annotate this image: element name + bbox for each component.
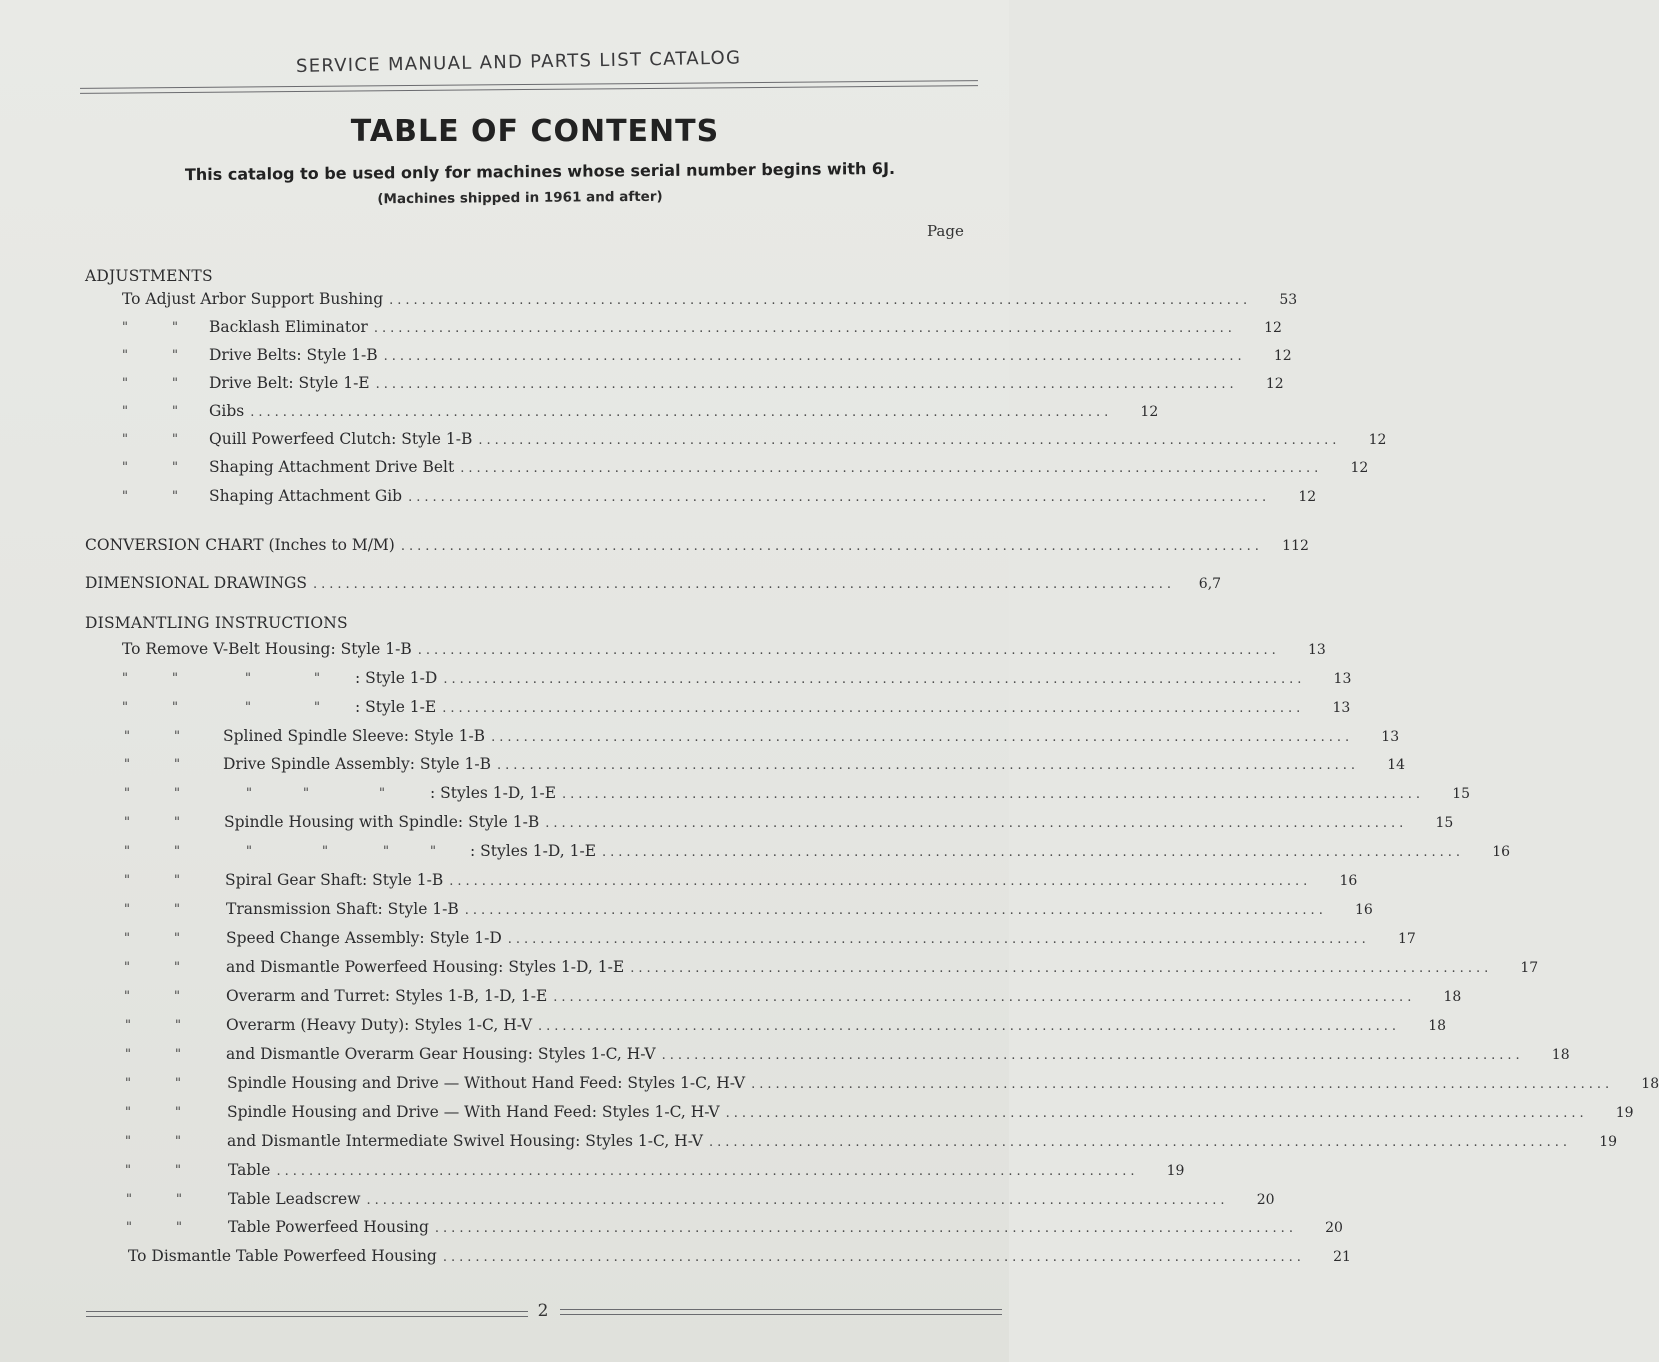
toc-page-number: 53 (1279, 292, 1298, 308)
toc-entry (209, 458, 1369, 480)
ditto-mark: " (124, 989, 130, 1004)
toc-page-number: 19 (1599, 1134, 1618, 1150)
toc-page-number: 17 (1520, 960, 1539, 976)
toc-entry (227, 1132, 1618, 1154)
toc-entry (226, 958, 1539, 980)
leader-dots: .......................................................................................................... (497, 758, 1360, 773)
ditto-mark: " (125, 1105, 131, 1120)
toc-page-number: 19 (1166, 1163, 1185, 1179)
ditto-mark: " (175, 1163, 181, 1178)
section-conversion: CONVERSION CHART (Inches to M/M) (85, 536, 395, 554)
toc-entry (430, 784, 1471, 806)
ditto-mark: " (125, 1076, 131, 1091)
ditto-mark: " (314, 700, 320, 715)
toc-entry (128, 1247, 1351, 1269)
leader-dots: .......................................................................................................... (661, 1048, 1524, 1063)
toc-label: To Remove V-Belt Housing: Style 1-B (122, 640, 412, 658)
toc-page-number: 16 (1355, 902, 1373, 918)
leader-dots: .......................................................................................................... (442, 701, 1305, 716)
toc-page-number: 17 (1397, 931, 1416, 947)
toc-label: Overarm and Turret: Styles 1-B, 1-D, 1-E (226, 987, 548, 1005)
toc-entry (209, 374, 1284, 396)
toc-entry (226, 1016, 1447, 1038)
ditto-mark: " (246, 786, 252, 801)
toc-label: : Styles 1-D, 1-E (470, 842, 597, 860)
leader-dots: .......................................................................................................... (449, 874, 1312, 889)
toc-label: Shaping Attachment Gib (209, 487, 403, 505)
ditto-mark: " (172, 376, 178, 391)
toc-label: Spindle Housing and Drive — With Hand Feed: Styles 1-C, H-V (227, 1103, 720, 1121)
toc-label: Spindle Housing and Drive — Without Hand Feed: Styles 1-C, H-V (227, 1074, 746, 1092)
ditto-mark: " (172, 320, 178, 335)
ditto-mark: " (172, 348, 178, 363)
toc-label: Table (228, 1161, 271, 1179)
toc-page-number: 12 (1350, 460, 1369, 476)
leader-dots: .......................................................................................................... (491, 730, 1354, 745)
toc-label: Drive Spindle Assembly: Style 1-B (223, 755, 492, 773)
toc-page-number: 18 (1428, 1018, 1447, 1034)
ditto-mark: " (122, 460, 128, 475)
ditto-mark: " (246, 844, 252, 859)
ditto-mark: " (126, 1192, 132, 1207)
leader-dots: .......................................................................................................... (417, 643, 1280, 658)
ditto-mark: " (122, 320, 128, 335)
toc-entry-dimensional (85, 574, 1222, 596)
ditto-mark: " (124, 729, 130, 744)
ditto-mark: " (125, 1018, 131, 1033)
toc-page-number: 12 (1273, 348, 1292, 364)
ditto-mark: " (174, 931, 180, 946)
ditto-mark: " (383, 844, 389, 859)
ditto-mark: " (314, 671, 320, 686)
ditto-mark: " (174, 873, 180, 888)
leader-dots: .......................................................................................................... (375, 377, 1238, 392)
page-number: 2 (537, 1301, 549, 1321)
ditto-mark: " (124, 931, 130, 946)
footer-rule-right (560, 1309, 1002, 1315)
toc-label: Shaping Attachment Drive Belt (209, 458, 455, 476)
toc-page-number: 19 (1615, 1105, 1634, 1121)
toc-label: Gibs (209, 402, 245, 420)
ditto-mark: " (174, 786, 180, 801)
ditto-mark: " (125, 1047, 131, 1062)
ditto-mark: " (122, 348, 128, 363)
toc-label: Speed Change Assembly: Style 1-D (226, 929, 502, 947)
toc-page-number: 13 (1381, 729, 1400, 745)
catalog-subtitle: This catalog to be used only for machines whose serial number begins with 6J. (184, 158, 896, 185)
leader-dots: .......................................................................................................... (313, 577, 1176, 592)
toc-page-number: 13 (1333, 671, 1352, 687)
ditto-mark: " (122, 376, 128, 391)
leader-dots: .......................................................................................................... (276, 1164, 1139, 1179)
toc-page-number: 16 (1492, 844, 1511, 860)
toc-label: Quill Powerfeed Clutch: Style 1-B (209, 430, 473, 448)
toc-page-number: 16 (1339, 873, 1358, 889)
toc-label: Spindle Housing with Spindle: Style 1-B (224, 813, 540, 831)
ditto-mark: " (174, 815, 180, 830)
leader-dots: .......................................................................................................... (562, 787, 1425, 802)
toc-page-number: 18 (1443, 989, 1462, 1005)
toc-page-number: 13 (1307, 642, 1326, 658)
leader-dots: .......................................................................................................... (443, 672, 1306, 687)
leader-dots: .......................................................................................................... (408, 490, 1271, 505)
ditto-mark: " (430, 844, 436, 859)
leader-dots: .......................................................................................................... (538, 1019, 1401, 1034)
leader-dots: .......................................................................................................... (478, 433, 1341, 448)
leader-dots: .......................................................................................................... (709, 1135, 1572, 1150)
ditto-mark: " (174, 960, 180, 975)
ditto-mark: " (124, 786, 130, 801)
section-dimensional: DIMENSIONAL DRAWINGS (85, 574, 308, 592)
ditto-mark: " (124, 902, 130, 917)
ditto-mark: " (322, 844, 328, 859)
toc-entry (225, 871, 1358, 893)
toc-page-number: 20 (1325, 1220, 1343, 1236)
ditto-mark: " (126, 1220, 132, 1235)
leader-dots: .......................................................................................................... (389, 293, 1252, 308)
toc-label: Transmission Shaft: Style 1-B (226, 900, 459, 918)
ditto-mark: " (175, 1018, 181, 1033)
toc-entry (355, 698, 1351, 720)
toc-page-number: 12 (1265, 376, 1284, 392)
toc-label: Spiral Gear Shaft: Style 1-B (225, 871, 444, 889)
toc-entry (226, 900, 1373, 922)
leader-dots: .......................................................................................................... (725, 1106, 1588, 1121)
toc-label: Splined Spindle Sleeve: Style 1-B (223, 727, 486, 745)
toc-entry (223, 727, 1400, 749)
toc-label: Table Leadscrew (228, 1190, 361, 1208)
ditto-mark: " (176, 1192, 182, 1207)
ditto-mark: " (125, 1163, 131, 1178)
ditto-mark: " (172, 404, 178, 419)
toc-entry (209, 430, 1387, 452)
ditto-mark: " (172, 460, 178, 475)
leader-dots: .......................................................................................................... (553, 990, 1416, 1005)
toc-entry (228, 1161, 1185, 1183)
leader-dots: .......................................................................................................... (460, 461, 1323, 476)
toc-label: Drive Belt: Style 1-E (209, 374, 370, 392)
section-dismantling: DISMANTLING INSTRUCTIONS (85, 614, 348, 632)
toc-entry-conversion (85, 536, 1309, 558)
page-column-label: Page (927, 222, 964, 240)
toc-label: To Adjust Arbor Support Bushing (122, 290, 384, 308)
ditto-mark: " (172, 700, 178, 715)
toc-entry (228, 1190, 1275, 1212)
ditto-mark: " (122, 671, 128, 686)
leader-dots: .......................................................................................................... (434, 1221, 1297, 1236)
ditto-mark: " (124, 815, 130, 830)
toc-entry (226, 929, 1416, 951)
toc-entry (209, 318, 1282, 340)
toc-page-number: 12 (1368, 432, 1387, 448)
toc-label: To Dismantle Table Powerfeed Housing (128, 1247, 437, 1265)
toc-entry (223, 755, 1406, 777)
ditto-mark: " (172, 671, 178, 686)
leader-dots: .......................................................................................................... (464, 903, 1327, 918)
toc-page-number: 6,7 (1198, 576, 1222, 592)
toc-page-number: 15 (1435, 815, 1454, 831)
toc-page-number: 13 (1332, 700, 1351, 716)
ditto-mark: " (303, 786, 309, 801)
section-adjustments: ADJUSTMENTS (85, 267, 213, 285)
ditto-mark: " (125, 1134, 131, 1149)
ditto-mark: " (124, 844, 130, 859)
toc-page-number: 18 (1641, 1076, 1659, 1092)
toc-page-number: 21 (1333, 1249, 1351, 1265)
toc-entry (209, 487, 1317, 509)
ditto-mark: " (124, 960, 130, 975)
running-head: SERVICE MANUAL AND PARTS LIST CATALOG (295, 47, 742, 77)
toc-label: : Style 1-E (355, 698, 437, 716)
ditto-mark: " (174, 844, 180, 859)
ditto-mark: " (174, 902, 180, 917)
toc-entry (226, 987, 1462, 1009)
leader-dots: .......................................................................................................... (602, 845, 1465, 860)
page-title: TABLE OF CONTENTS (350, 114, 720, 149)
ditto-mark: " (122, 489, 128, 504)
toc-entry (470, 842, 1511, 864)
ditto-mark: " (175, 1047, 181, 1062)
ditto-mark: " (175, 1134, 181, 1149)
ditto-mark: " (124, 757, 130, 772)
leader-dots: .......................................................................................................... (250, 405, 1113, 420)
leader-dots: .......................................................................................................... (400, 539, 1263, 554)
toc-label: Drive Belts: Style 1-B (209, 346, 378, 364)
ditto-mark: " (175, 1105, 181, 1120)
toc-label: Overarm (Heavy Duty): Styles 1-C, H-V (226, 1016, 533, 1034)
leader-dots: .......................................................................................................... (373, 321, 1236, 336)
ditto-mark: " (174, 729, 180, 744)
leader-dots: .......................................................................................................... (442, 1250, 1305, 1265)
header-rule (80, 80, 978, 94)
ditto-mark: " (174, 989, 180, 1004)
ditto-mark: " (122, 404, 128, 419)
toc-page-number: 12 (1298, 489, 1317, 505)
ditto-mark: " (122, 700, 128, 715)
leader-dots: .......................................................................................................... (545, 816, 1408, 831)
toc-page-number: 14 (1387, 757, 1406, 773)
toc-page-number: 15 (1452, 786, 1471, 802)
toc-label: : Styles 1-D, 1-E (430, 784, 557, 802)
ditto-mark: " (172, 432, 178, 447)
toc-label: and Dismantle Powerfeed Housing: Styles 1-D, 1-E (226, 958, 625, 976)
leader-dots: .......................................................................................................... (630, 961, 1493, 976)
ditto-mark: " (172, 489, 178, 504)
ditto-mark: " (174, 757, 180, 772)
ditto-mark: " (122, 432, 128, 447)
ditto-mark: " (245, 671, 251, 686)
toc-entry (122, 290, 1298, 312)
toc-label: : Style 1-D (355, 669, 438, 687)
toc-label: Table Powerfeed Housing (228, 1218, 429, 1236)
toc-page-number: 18 (1551, 1047, 1570, 1063)
toc-label: Backlash Eliminator (209, 318, 368, 336)
toc-entry (224, 813, 1454, 835)
toc-entry (122, 640, 1326, 662)
toc-page-number: 12 (1140, 404, 1159, 420)
ditto-mark: " (176, 1220, 182, 1235)
toc-page-number: 112 (1282, 538, 1309, 554)
leader-dots: .......................................................................................................... (383, 349, 1246, 364)
leader-dots: .......................................................................................................... (751, 1077, 1614, 1092)
ditto-mark: " (175, 1076, 181, 1091)
toc-label: and Dismantle Intermediate Swivel Housing: Styles 1-C, H-V (227, 1132, 704, 1150)
toc-entry (227, 1103, 1634, 1125)
toc-entry (209, 346, 1292, 368)
toc-page-number: 12 (1264, 320, 1282, 336)
ditto-mark: " (124, 873, 130, 888)
toc-entry (228, 1218, 1343, 1240)
ditto-mark: " (379, 786, 385, 801)
toc-entry (226, 1045, 1570, 1067)
toc-label: and Dismantle Overarm Gear Housing: Styles 1-C, H-V (226, 1045, 656, 1063)
footer-rule-left (86, 1311, 528, 1317)
toc-page-number: 20 (1256, 1192, 1275, 1208)
leader-dots: .......................................................................................................... (366, 1193, 1229, 1208)
toc-entry (227, 1074, 1659, 1096)
toc-entry (209, 402, 1159, 424)
ditto-mark: " (245, 700, 251, 715)
toc-entry (355, 669, 1352, 691)
leader-dots: .......................................................................................................... (507, 932, 1370, 947)
catalog-note: (Machines shipped in 1961 and after) (377, 188, 663, 208)
